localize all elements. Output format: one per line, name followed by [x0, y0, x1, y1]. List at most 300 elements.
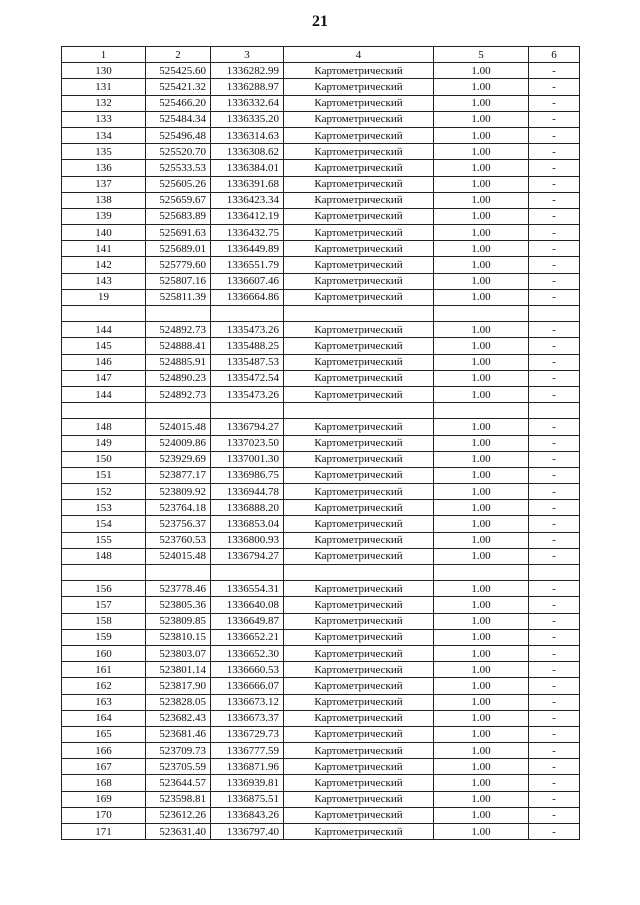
table-cell-col-5: 1.00: [434, 532, 529, 548]
table-cell-col-4: Картометрический: [284, 759, 434, 775]
table-cell-col-6: -: [529, 257, 580, 273]
table-cell-col-2: 525779.60: [146, 257, 211, 273]
table-cell-col-3: 1336432.75: [211, 225, 284, 241]
table-cell-col-6: -: [529, 241, 580, 257]
table-cell-col-1: 163: [62, 694, 146, 710]
table-cell-col-3: 1336939.81: [211, 775, 284, 791]
table-cell-col-3: 1336794.27: [211, 548, 284, 564]
table-row: [62, 775, 580, 791]
table-cell-col-1: 165: [62, 726, 146, 742]
table-cell-col-2: 523801.14: [146, 662, 211, 678]
table-row: [62, 662, 580, 678]
table-cell-col-3: 1337023.50: [211, 435, 284, 451]
table-row: [62, 338, 580, 354]
table-cell-col-1: 136: [62, 160, 146, 176]
table-cell-col-5: 1.00: [434, 127, 529, 143]
table-cell-col-5: 1.00: [434, 581, 529, 597]
table-cell-col-2: [146, 565, 211, 581]
table-cell-col-1: 162: [62, 678, 146, 694]
table-row: [62, 710, 580, 726]
table-cell-col-5: 1.00: [434, 597, 529, 613]
table-cell-col-2: 523778.46: [146, 581, 211, 597]
table-cell-col-3: [211, 565, 284, 581]
table-cell-col-5: 1.00: [434, 548, 529, 564]
table-cell-col-2: 525807.16: [146, 273, 211, 289]
table-row: [62, 192, 580, 208]
header-col-6: 6: [529, 47, 580, 63]
table-cell-col-4: [284, 565, 434, 581]
table-cell-col-3: 1336640.08: [211, 597, 284, 613]
table-cell-col-3: 1336800.93: [211, 532, 284, 548]
table-row: [62, 678, 580, 694]
table-cell-col-1: 159: [62, 629, 146, 645]
table-cell-col-1: 142: [62, 257, 146, 273]
table-cell-col-6: [529, 306, 580, 322]
table-cell-col-3: 1336423.34: [211, 192, 284, 208]
table-cell-col-3: 1337001.30: [211, 451, 284, 467]
table-cell-col-1: 148: [62, 419, 146, 435]
table-cell-col-6: -: [529, 775, 580, 791]
table-cell-col-5: [434, 565, 529, 581]
table-cell-col-2: 525683.89: [146, 208, 211, 224]
table-cell-col-2: 523709.73: [146, 743, 211, 759]
table-cell-col-1: 135: [62, 144, 146, 160]
table-cell-col-4: Картометрический: [284, 629, 434, 645]
table-row: [62, 500, 580, 516]
table-cell-col-3: 1336551.79: [211, 257, 284, 273]
table-cell-col-6: -: [529, 710, 580, 726]
table-cell-col-1: 138: [62, 192, 146, 208]
table-cell-col-5: 1.00: [434, 160, 529, 176]
table-cell-col-3: [211, 403, 284, 419]
table-cell-col-3: 1336664.86: [211, 289, 284, 305]
page-number: 21: [312, 13, 328, 30]
table-cell-col-6: -: [529, 613, 580, 629]
table-cell-col-5: 1.00: [434, 208, 529, 224]
table-cell-col-5: 1.00: [434, 451, 529, 467]
table-cell-col-5: 1.00: [434, 192, 529, 208]
table-cell-col-5: 1.00: [434, 370, 529, 386]
table-cell-col-4: Картометрический: [284, 111, 434, 127]
table-cell-col-5: 1.00: [434, 95, 529, 111]
table-cell-col-4: Картометрический: [284, 451, 434, 467]
table-cell-col-1: 134: [62, 127, 146, 143]
table-cell-col-4: Картометрический: [284, 710, 434, 726]
table-cell-col-6: -: [529, 176, 580, 192]
table-cell-col-3: 1336875.51: [211, 791, 284, 807]
table-cell-col-6: -: [529, 79, 580, 95]
table-cell-col-6: -: [529, 743, 580, 759]
table-row: [62, 176, 580, 192]
table-cell-col-1: 171: [62, 824, 146, 840]
table-cell-col-2: 523877.17: [146, 467, 211, 483]
table-row: [62, 548, 580, 564]
table-cell-col-3: 1336449.89: [211, 241, 284, 257]
table-separator-row: [62, 403, 580, 419]
table-cell-col-3: 1335473.26: [211, 322, 284, 338]
table-cell-col-2: 525484.34: [146, 111, 211, 127]
table-cell-col-6: -: [529, 500, 580, 516]
table-cell-col-1: 170: [62, 807, 146, 823]
table-cell-col-1: 148: [62, 548, 146, 564]
table-cell-col-5: 1.00: [434, 694, 529, 710]
table-cell-col-2: 525691.63: [146, 225, 211, 241]
table-cell-col-6: -: [529, 629, 580, 645]
table-cell-col-5: 1.00: [434, 629, 529, 645]
table-cell-col-6: -: [529, 322, 580, 338]
table-cell-col-6: -: [529, 419, 580, 435]
table-cell-col-2: 523803.07: [146, 645, 211, 661]
table-cell-col-6: -: [529, 127, 580, 143]
table-cell-col-1: 169: [62, 791, 146, 807]
table-cell-col-4: Картометрический: [284, 241, 434, 257]
table-row: [62, 111, 580, 127]
table-cell-col-2: 525466.20: [146, 95, 211, 111]
table-cell-col-6: -: [529, 192, 580, 208]
table-cell-col-4: Картометрический: [284, 548, 434, 564]
table-cell-col-5: 1.00: [434, 516, 529, 532]
table-cell-col-4: Картометрический: [284, 322, 434, 338]
table-cell-col-5: [434, 403, 529, 419]
table-row: [62, 386, 580, 402]
table-cell-col-6: -: [529, 759, 580, 775]
table-cell-col-3: 1336554.31: [211, 581, 284, 597]
table-cell-col-2: 523682.43: [146, 710, 211, 726]
table-cell-col-1: [62, 403, 146, 419]
table-cell-col-1: 19: [62, 289, 146, 305]
table-row: [62, 370, 580, 386]
table-cell-col-6: -: [529, 678, 580, 694]
table-cell-col-3: 1336282.99: [211, 63, 284, 79]
table-header: [62, 47, 580, 63]
table-cell-col-3: 1335473.26: [211, 386, 284, 402]
table-cell-col-4: Картометрический: [284, 743, 434, 759]
table-cell-col-6: -: [529, 662, 580, 678]
table-cell-col-1: 161: [62, 662, 146, 678]
table-cell-col-5: 1.00: [434, 257, 529, 273]
table-cell-col-4: Картометрический: [284, 419, 434, 435]
table-cell-col-4: Картометрический: [284, 257, 434, 273]
table-cell-col-2: 523705.59: [146, 759, 211, 775]
table-row: [62, 257, 580, 273]
table-cell-col-4: Картометрический: [284, 532, 434, 548]
table-cell-col-5: 1.00: [434, 467, 529, 483]
table-cell-col-2: 524888.41: [146, 338, 211, 354]
table-cell-col-2: 524890.23: [146, 370, 211, 386]
table-cell-col-6: -: [529, 208, 580, 224]
table-cell-col-4: Картометрический: [284, 484, 434, 500]
table-cell-col-3: 1336660.53: [211, 662, 284, 678]
table-row: [62, 759, 580, 775]
table-cell-col-6: -: [529, 144, 580, 160]
table-cell-col-4: Картометрический: [284, 95, 434, 111]
table-cell-col-3: 1336729.73: [211, 726, 284, 742]
table-cell-col-6: -: [529, 386, 580, 402]
table-cell-col-4: Картометрический: [284, 289, 434, 305]
table-cell-col-4: Картометрический: [284, 144, 434, 160]
table-cell-col-4: Картометрический: [284, 791, 434, 807]
table-cell-col-1: 137: [62, 176, 146, 192]
table-cell-col-1: 133: [62, 111, 146, 127]
table-cell-col-1: 131: [62, 79, 146, 95]
table-cell-col-4: Картометрический: [284, 338, 434, 354]
table-row: [62, 597, 580, 613]
table-cell-col-1: 145: [62, 338, 146, 354]
table-cell-col-3: 1336649.87: [211, 613, 284, 629]
table-cell-col-3: 1336308.62: [211, 144, 284, 160]
table-cell-col-1: 152: [62, 484, 146, 500]
header-col-1: 1: [62, 47, 146, 63]
table-row: [62, 694, 580, 710]
table-cell-col-2: 523598.81: [146, 791, 211, 807]
table-cell-col-2: 524015.48: [146, 548, 211, 564]
table-cell-col-3: 1336871.96: [211, 759, 284, 775]
table-cell-col-6: -: [529, 824, 580, 840]
table-row: [62, 451, 580, 467]
table-cell-col-4: Картометрический: [284, 370, 434, 386]
table-cell-col-2: 525520.70: [146, 144, 211, 160]
table-cell-col-1: 130: [62, 63, 146, 79]
table-cell-col-3: 1336652.21: [211, 629, 284, 645]
table-cell-col-5: 1.00: [434, 176, 529, 192]
table-row: [62, 629, 580, 645]
table-cell-col-4: Картометрический: [284, 435, 434, 451]
table-cell-col-4: Картометрический: [284, 467, 434, 483]
table-cell-col-5: 1.00: [434, 419, 529, 435]
table-cell-col-3: 1336673.12: [211, 694, 284, 710]
table-cell-col-1: 132: [62, 95, 146, 111]
table-cell-col-5: 1.00: [434, 111, 529, 127]
table-cell-col-2: 525605.26: [146, 176, 211, 192]
table-cell-col-5: 1.00: [434, 63, 529, 79]
table-cell-col-4: Картометрический: [284, 63, 434, 79]
table-cell-col-1: 166: [62, 743, 146, 759]
table-row: [62, 241, 580, 257]
table-cell-col-1: 157: [62, 597, 146, 613]
table-cell-col-6: -: [529, 791, 580, 807]
table-row: [62, 645, 580, 661]
table-cell-col-4: Картометрический: [284, 775, 434, 791]
table-row: [62, 743, 580, 759]
table-cell-col-2: 523631.40: [146, 824, 211, 840]
table-cell-col-3: 1336412.19: [211, 208, 284, 224]
table-cell-col-6: -: [529, 95, 580, 111]
table-row: [62, 354, 580, 370]
table-cell-col-1: 154: [62, 516, 146, 532]
header-col-4: 4: [284, 47, 434, 63]
table-cell-col-6: -: [529, 694, 580, 710]
table-cell-col-5: 1.00: [434, 338, 529, 354]
table-cell-col-6: -: [529, 435, 580, 451]
table-cell-col-3: 1336391.68: [211, 176, 284, 192]
header-col-2: 2: [146, 47, 211, 63]
table-cell-col-2: 523760.53: [146, 532, 211, 548]
table-cell-col-1: 155: [62, 532, 146, 548]
table-cell-col-1: 143: [62, 273, 146, 289]
table-cell-col-2: 525421.32: [146, 79, 211, 95]
table-row: [62, 127, 580, 143]
table-cell-col-5: 1.00: [434, 726, 529, 742]
table-cell-col-4: Картометрический: [284, 824, 434, 840]
table-cell-col-4: Картометрический: [284, 726, 434, 742]
table-cell-col-3: 1336332.64: [211, 95, 284, 111]
table-row: [62, 484, 580, 500]
table-cell-col-6: -: [529, 467, 580, 483]
table-cell-col-4: Картометрический: [284, 645, 434, 661]
table-cell-col-6: -: [529, 484, 580, 500]
table-row: [62, 208, 580, 224]
table-cell-col-6: -: [529, 111, 580, 127]
table-cell-col-3: 1335487.53: [211, 354, 284, 370]
table-cell-col-2: 524015.48: [146, 419, 211, 435]
header-col-3: 3: [211, 47, 284, 63]
table-cell-col-2: 523817.90: [146, 678, 211, 694]
table-cell-col-6: -: [529, 645, 580, 661]
table-cell-col-5: 1.00: [434, 79, 529, 95]
table-cell-col-2: 525425.60: [146, 63, 211, 79]
table-cell-col-2: 524892.73: [146, 322, 211, 338]
table-cell-col-6: -: [529, 370, 580, 386]
table-cell-col-6: -: [529, 581, 580, 597]
table-cell-col-3: [211, 306, 284, 322]
table-cell-col-3: 1336797.40: [211, 824, 284, 840]
table-cell-col-3: 1335488.25: [211, 338, 284, 354]
table-cell-col-1: 147: [62, 370, 146, 386]
table-cell-col-6: -: [529, 532, 580, 548]
table-cell-col-6: -: [529, 289, 580, 305]
table-cell-col-2: 523681.46: [146, 726, 211, 742]
table-cell-col-2: 524885.91: [146, 354, 211, 370]
table-cell-col-2: 523828.05: [146, 694, 211, 710]
table-row: [62, 322, 580, 338]
table-row: [62, 79, 580, 95]
table-cell-col-5: 1.00: [434, 759, 529, 775]
table-cell-col-1: 139: [62, 208, 146, 224]
table-cell-col-2: 525533.53: [146, 160, 211, 176]
table-cell-col-3: 1336853.04: [211, 516, 284, 532]
table-cell-col-4: Картометрический: [284, 208, 434, 224]
coordinates-table: [61, 46, 580, 840]
table-cell-col-5: 1.00: [434, 484, 529, 500]
table-cell-col-5: 1.00: [434, 678, 529, 694]
table-cell-col-2: 525496.48: [146, 127, 211, 143]
table-cell-col-5: 1.00: [434, 743, 529, 759]
table-row: [62, 467, 580, 483]
table-cell-col-5: 1.00: [434, 241, 529, 257]
table-cell-col-3: 1336652.30: [211, 645, 284, 661]
table-cell-col-1: 146: [62, 354, 146, 370]
table-cell-col-6: -: [529, 516, 580, 532]
table-cell-col-4: Картометрический: [284, 516, 434, 532]
table-cell-col-4: Картометрический: [284, 192, 434, 208]
table-row: [62, 273, 580, 289]
table-cell-col-3: 1336335.20: [211, 111, 284, 127]
table-cell-col-4: Картометрический: [284, 176, 434, 192]
table-cell-col-4: Картометрический: [284, 678, 434, 694]
table-cell-col-5: 1.00: [434, 144, 529, 160]
table-separator-row: [62, 306, 580, 322]
table-cell-col-6: -: [529, 726, 580, 742]
table-cell-col-3: 1336288.97: [211, 79, 284, 95]
table-cell-col-3: 1336314.63: [211, 127, 284, 143]
table-cell-col-5: [434, 306, 529, 322]
table-cell-col-1: 140: [62, 225, 146, 241]
table-cell-col-1: 151: [62, 467, 146, 483]
table-cell-col-5: 1.00: [434, 500, 529, 516]
table-cell-col-1: 156: [62, 581, 146, 597]
table-cell-col-5: 1.00: [434, 791, 529, 807]
table-cell-col-5: 1.00: [434, 613, 529, 629]
table-row: [62, 225, 580, 241]
table-cell-col-5: 1.00: [434, 273, 529, 289]
header-row: [62, 47, 580, 63]
table-cell-col-6: -: [529, 807, 580, 823]
table-cell-col-1: 153: [62, 500, 146, 516]
table-cell-col-3: 1336384.01: [211, 160, 284, 176]
table-cell-col-1: 158: [62, 613, 146, 629]
table-cell-col-6: -: [529, 597, 580, 613]
table-cell-col-6: -: [529, 548, 580, 564]
table-cell-col-4: [284, 403, 434, 419]
table-cell-col-2: 525659.67: [146, 192, 211, 208]
table-cell-col-1: 164: [62, 710, 146, 726]
table-cell-col-3: 1336843.26: [211, 807, 284, 823]
table-cell-col-2: 523810.15: [146, 629, 211, 645]
table-cell-col-6: -: [529, 354, 580, 370]
table-cell-col-4: Картометрический: [284, 500, 434, 516]
table-cell-col-5: 1.00: [434, 645, 529, 661]
table-cell-col-1: 141: [62, 241, 146, 257]
table-cell-col-2: [146, 403, 211, 419]
table-row: [62, 435, 580, 451]
table-cell-col-4: Картометрический: [284, 613, 434, 629]
table-cell-col-5: 1.00: [434, 807, 529, 823]
table-cell-col-2: 523809.85: [146, 613, 211, 629]
table-cell-col-6: [529, 403, 580, 419]
table-row: [62, 791, 580, 807]
table-cell-col-2: 523929.69: [146, 451, 211, 467]
table-row: [62, 95, 580, 111]
table-cell-col-5: 1.00: [434, 435, 529, 451]
table-cell-col-5: 1.00: [434, 775, 529, 791]
table-row: [62, 516, 580, 532]
header-col-5: 5: [434, 47, 529, 63]
table-cell-col-1: 167: [62, 759, 146, 775]
table-row: [62, 807, 580, 823]
table-cell-col-5: 1.00: [434, 354, 529, 370]
table-cell-col-2: 524892.73: [146, 386, 211, 402]
table-row: [62, 581, 580, 597]
table-cell-col-1: [62, 565, 146, 581]
table-cell-col-4: Картометрический: [284, 273, 434, 289]
table-cell-col-6: -: [529, 273, 580, 289]
table-cell-col-2: 523756.37: [146, 516, 211, 532]
table-cell-col-4: Картометрический: [284, 127, 434, 143]
table-cell-col-4: Картометрический: [284, 694, 434, 710]
table-cell-col-5: 1.00: [434, 824, 529, 840]
table-row: [62, 289, 580, 305]
table-cell-col-3: 1336888.20: [211, 500, 284, 516]
table-cell-col-4: [284, 306, 434, 322]
table-cell-col-6: -: [529, 451, 580, 467]
table-cell-col-3: 1336794.27: [211, 419, 284, 435]
table-cell-col-3: 1336673.37: [211, 710, 284, 726]
table-cell-col-2: [146, 306, 211, 322]
table-row: [62, 726, 580, 742]
table-cell-col-4: Картометрический: [284, 807, 434, 823]
table-cell-col-2: 524009.86: [146, 435, 211, 451]
table-cell-col-4: Картометрический: [284, 662, 434, 678]
